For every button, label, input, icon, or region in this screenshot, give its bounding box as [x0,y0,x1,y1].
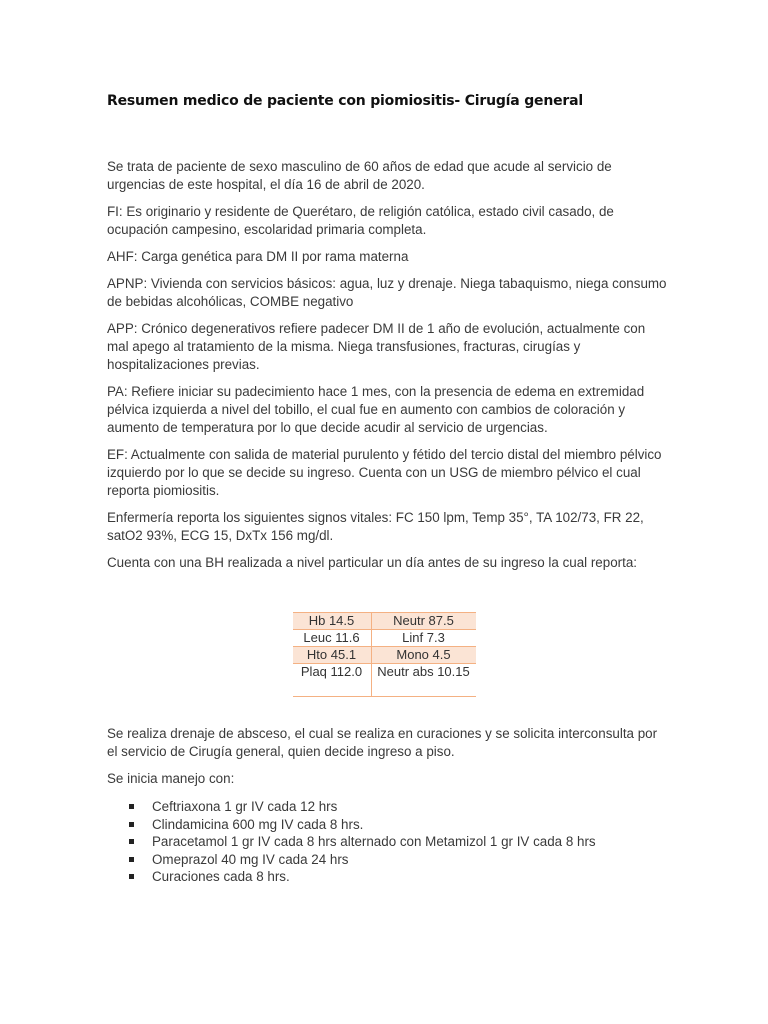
table-cell: Leuc 11.6 [293,630,372,647]
table-cell: Neutr 87.5 [371,613,476,630]
table-row [293,647,476,664]
lab-results-table [293,612,476,697]
square-bullet-icon [129,874,134,879]
square-bullet-icon [129,804,134,809]
table-cell: Hb 14.5 [293,613,372,630]
paragraph-drainage: Se realiza drenaje de absceso, el cual se realiza en curaciones y se solicita interconsulta por el servicio de Cirugía general, quien decide ingreso a piso. [107,726,658,759]
document-body [107,158,667,886]
paragraph-fi: FI: Es originario y residente de Querétaro, de religión católica, estado civil casado, de ocupación campesino, escolaridad primaria completa. [107,204,614,237]
medication-text: Ceftriaxona 1 gr IV cada 12 hrs [152,799,338,814]
medication-text: Curaciones cada 8 hrs. [152,869,290,884]
table-cell: Neutr abs 10.15 [371,664,476,697]
document-title: Resumen medico de paciente con piomiositis- Cirugía general [107,93,583,109]
table-cell: Mono 4.5 [371,647,476,664]
paragraph-pa: PA: Refiere iniciar su padecimiento hace 1 mes, con la presencia de edema en extremidad pélvica izquierda a nivel del tobillo, el cual fue en aumento con cambios de coloración y aumento de temperatura por lo que decide acudir al servicio de urgencias. [107,384,645,435]
list-item [107,868,667,886]
table-row [293,613,476,630]
paragraph-ahf: AHF: Carga genética para DM II por rama materna [107,249,409,264]
paragraph-app: APP: Crónico degenerativos refiere padecer DM II de 1 año de evolución, actualmente con mal apego al tratamiento de la misma. Niega transfusiones, fracturas, cirugías y hospitalizaciones previas. [107,321,646,372]
square-bullet-icon [129,839,134,844]
square-bullet-icon [129,857,134,862]
paragraph-management-intro: Se inicia manejo con: [107,771,235,786]
table-row [293,630,476,647]
lab-table-wrapper [107,612,667,697]
table-row [293,664,476,697]
list-item [107,816,667,834]
list-item [107,851,667,869]
medication-text: Clindamicina 600 mg IV cada 8 hrs. [152,816,364,832]
medication-text: Paracetamol 1 gr IV cada 8 hrs alternado con Metamizol 1 gr IV cada 8 hrs [152,834,596,849]
list-item [107,833,667,851]
table-cell: Linf 7.3 [371,630,476,647]
paragraph-ef: EF: Actualmente con salida de material purulento y fétido del tercio distal del miembro pélvico izquierdo por lo que se decide su ingreso. Cuenta con un USG de miembro pélvico el cual reporta piomiositis. [107,447,662,498]
medication-list [107,798,667,886]
paragraph-bh-intro: Cuenta con una BH realizada a nivel particular un día antes de su ingreso la cual reporta: [107,555,637,570]
paragraph-apnp: APNP: Vivienda con servicios básicos: agua, luz y drenaje. Niega tabaquismo, niega consumo de bebidas alcohólicas, COMBE negativo [107,276,667,309]
paragraph-intro: Se trata de paciente de sexo masculino de 60 años de edad que acude al servicio de urgencias de este hospital, el día 16 de abril de 2020. [107,159,612,192]
medication-text: Omeprazol 40 mg IV cada 24 hrs [152,851,349,867]
list-item [107,798,667,816]
table-cell: Hto 45.1 [293,647,372,664]
table-cell: Plaq 112.0 [293,664,372,697]
paragraph-vital-signs: Enfermería reporta los siguientes signos vitales: FC 150 lpm, Temp 35°, TA 102/73, FR 22, satO2 93%, ECG 15, DxTx 156 mg/dl. [107,510,644,543]
square-bullet-icon [129,822,134,827]
